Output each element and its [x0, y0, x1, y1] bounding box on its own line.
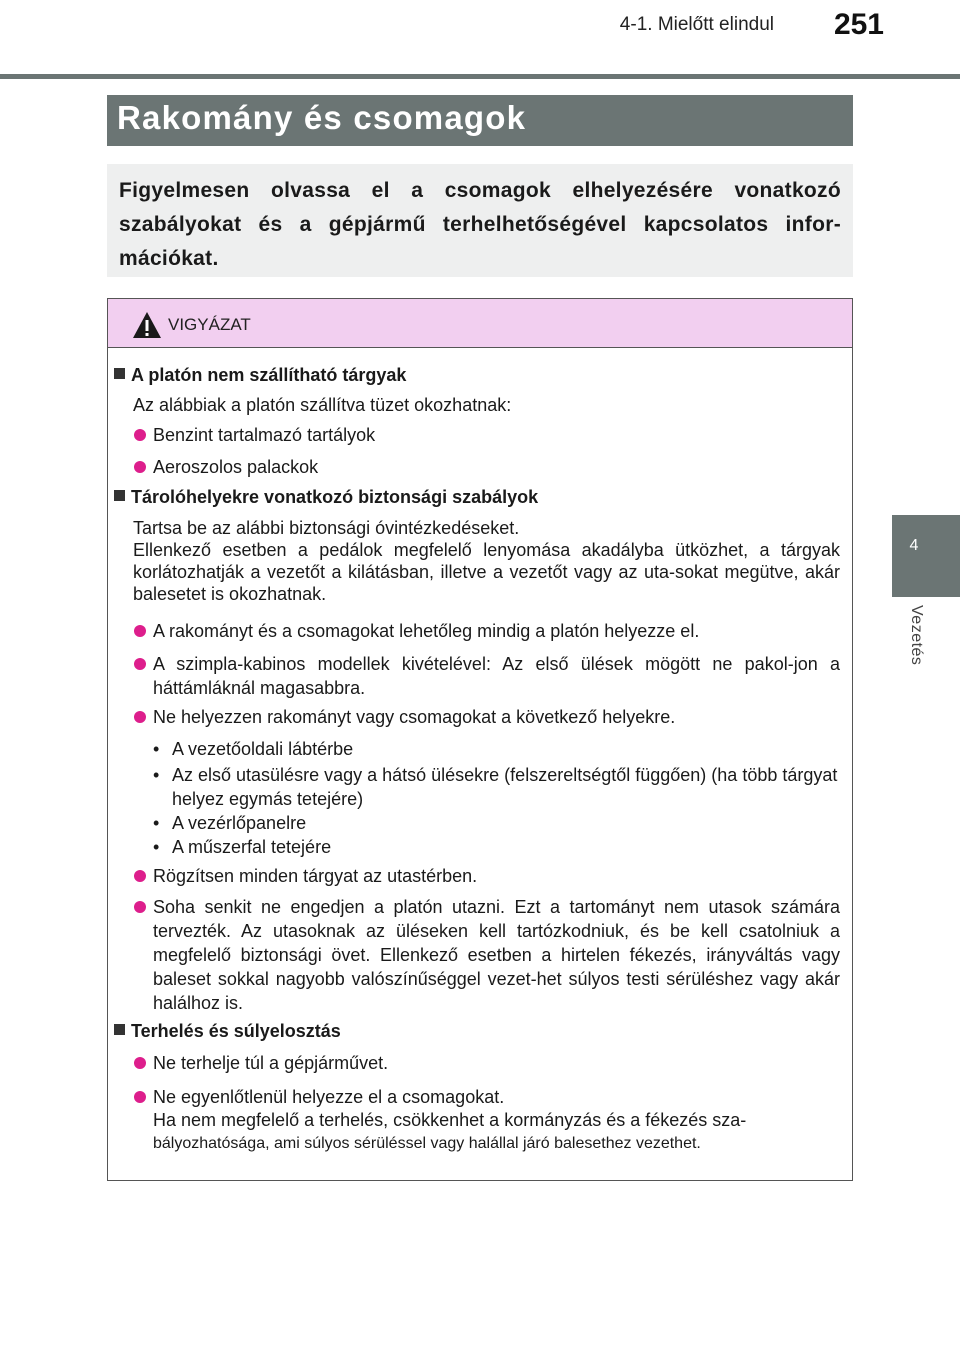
list-item: Ne terhelje túl a gépjárművet. — [133, 1051, 840, 1075]
warning-title: VIGYÁZAT — [168, 315, 251, 334]
section-heading-text: Terhelés és súlyelosztás — [131, 1021, 341, 1041]
section-heading — [114, 1021, 341, 1042]
paragraph: Ha nem megfelelő a terhelés, csökkenhet a kormányzás és a fékezés sza- — [153, 1110, 747, 1130]
sub-list-item: • A vezérlőpanelre — [153, 813, 307, 833]
paragraph: Tartsa be az alábbi biztonsági óvintézkedéseket. — [133, 518, 520, 538]
page-number: 251 — [833, 8, 884, 41]
square-bullet-icon — [114, 1024, 125, 1035]
sub-list-item: • A műszerfal tetejére — [153, 837, 332, 857]
section-heading-text: A platón nem szállítható tárgyak — [131, 365, 407, 385]
bullet-dot-icon — [134, 658, 146, 670]
chapter-label: Vezetés — [908, 605, 925, 666]
list-item: Rögzítsen minden tárgyat az utastérben. — [133, 864, 840, 888]
list-item: Benzint tartalmazó tartályok — [133, 423, 840, 447]
list-item: Soha senkit ne engedjen a platón utazni. Ezt a tartományt nem utasok számára tervezték. Az utasoknak az üléseken kell tartózkodniuk, és be kell csatolniuk a megfelelő biztonsági övet. Ellenkező esetben a hirtelen fékezés, irányváltás vagy baleset sokkal nagyobb valószínűséggel vezet-het súlyos testi sérüléshez vagy akár halálhoz is. — [133, 895, 840, 1015]
list-item: Aeroszolos palackok — [133, 455, 840, 479]
title-bar — [107, 95, 853, 146]
section-heading-text: Tárolóhelyekre vonatkozó biztonsági szabályok — [131, 487, 539, 507]
paragraph: Az alábbiak a platón szállítva tüzet okozhatnak: — [133, 395, 512, 415]
square-bullet-icon — [114, 490, 125, 501]
header-rule — [0, 74, 960, 79]
bullet-dot-icon — [134, 901, 146, 913]
intro-box — [107, 164, 853, 277]
list-item: A rakományt és a csomagokat lehetőleg mindig a platón helyezze el. — [133, 619, 840, 643]
chapter-number: 4 — [909, 537, 919, 554]
warning-box — [107, 298, 853, 1181]
bullet-dot-icon — [134, 870, 146, 882]
list-item: Ne helyezzen rakományt vagy csomagokat a következő helyekre. — [133, 705, 840, 729]
warning-triangle-icon — [132, 311, 162, 339]
paragraph: bályozhatósága, ami súlyos sérüléssel vagy halállal járó balesethez vezethet. — [153, 1135, 701, 1152]
chapter-tab — [892, 515, 960, 597]
list-item: A szimpla-kabinos modellek kivételével: Az első ülések mögött ne pakol-jon a háttámláknál magasabbra. — [133, 652, 840, 700]
bullet-dot-icon — [134, 625, 146, 637]
list-item: Ne egyenlőtlenül helyezze el a csomagokat. — [133, 1085, 840, 1109]
section-title: 4-1. Mielőtt elindul — [619, 14, 774, 35]
bullet-dot-icon — [134, 461, 146, 473]
warning-header — [108, 299, 852, 348]
section-heading — [114, 365, 406, 386]
bullet-dot-icon — [134, 1057, 146, 1069]
page-title: Rakomány és csomagok — [117, 99, 527, 136]
bullet-dot-icon — [134, 429, 146, 441]
bullet-dot-icon — [134, 711, 146, 723]
intro-text: Figyelmesen olvassa el a csomagok elhelyezésére vonatkozó szabályokat és a gépjármű terhelhetőségével kapcsolatos infor-mációkat. — [119, 179, 841, 270]
paragraph: Ellenkező esetben a pedálok megfelelő lenyomása akadályba ütközhet, a tárgyak korlátozhatják a vezetőt a kilátásban, illetve a vezetőt vagy az uta-sokat megütve, akár balesetet is okozhatnak. — [133, 540, 840, 604]
sub-list-item: • Az első utasülésre vagy a hátsó ülésekre (felszereltségtől függően) (ha több tárgyat helyez egymás tetejére) — [153, 765, 838, 809]
sub-list-item: • A vezetőoldali lábtérbe — [153, 739, 354, 759]
square-bullet-icon — [114, 368, 125, 379]
bullet-dot-icon — [134, 1091, 146, 1103]
section-heading — [114, 487, 538, 508]
